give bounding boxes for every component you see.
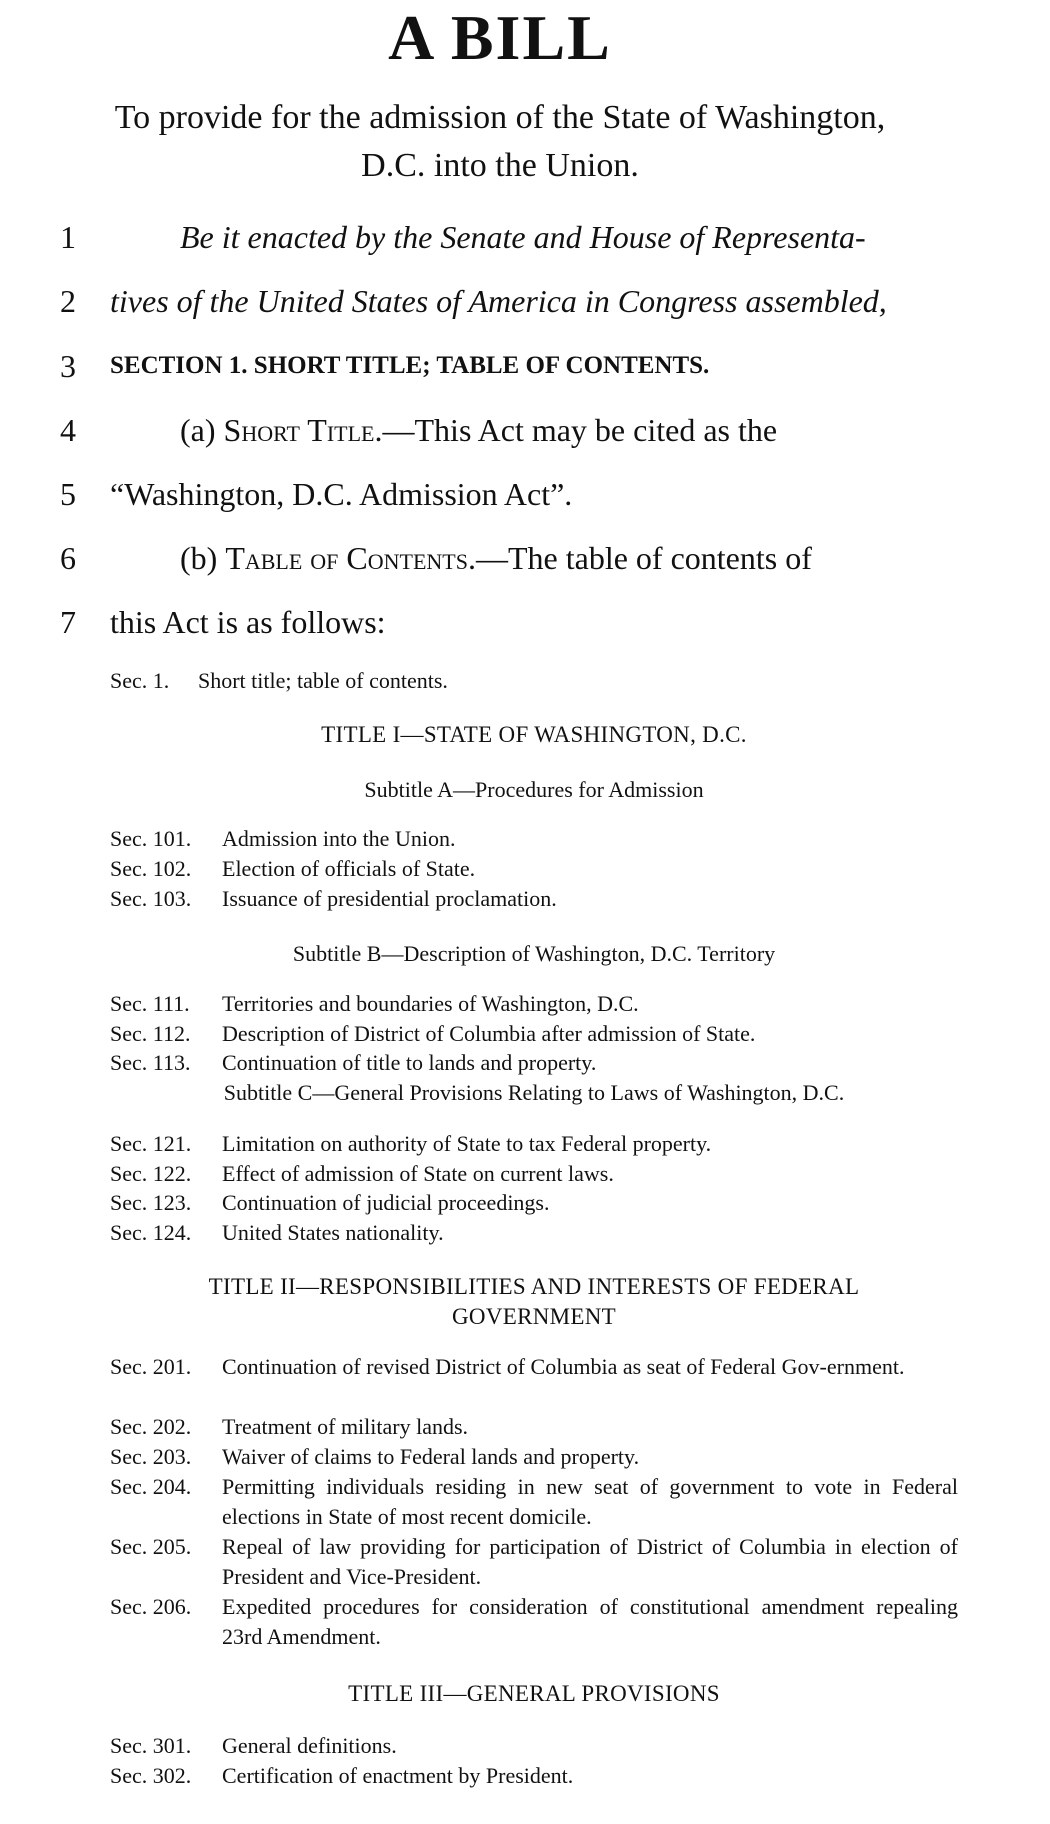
toc-section-text: Election of officials of State.: [222, 856, 476, 881]
line-number: 4: [60, 412, 76, 448]
toc-section-text: Effect of admission of State on current laws.: [222, 1161, 614, 1186]
bill-line-4: [0, 410, 1000, 450]
bill-line-6: [0, 538, 1000, 578]
paragraph-text: —The table of contents of: [475, 540, 812, 576]
toc-entry: [110, 1472, 958, 1532]
toc-subtitle-c: Subtitle C—General Provisions Relating to Laws of Washington, D.C.: [223, 1080, 845, 1105]
toc-entry: [110, 1019, 958, 1049]
toc-section-text: Treatment of military lands.: [222, 1414, 469, 1439]
toc-entry: [110, 1412, 958, 1442]
toc-section-label: Sec. 111.: [110, 991, 190, 1016]
toc-entry: [110, 1731, 958, 1761]
line-number: 2: [60, 283, 76, 319]
toc-section-text: Territories and boundaries of Washington, D.C.: [222, 991, 639, 1016]
toc-section-text: Admission into the Union.: [222, 826, 456, 851]
bill-line-1: [0, 217, 1000, 257]
toc-entry: [110, 1188, 958, 1218]
toc-entry: [110, 1159, 958, 1189]
toc-entry: [110, 1048, 958, 1078]
toc-section-label: Sec. 202.: [110, 1414, 192, 1439]
toc-section-text: Continuation of judicial proceedings.: [222, 1190, 550, 1215]
line-text: Be it enacted by the Senate and House of Representa-: [180, 219, 866, 255]
toc-section-label: Sec. 124.: [110, 1220, 192, 1245]
toc-entry: [110, 884, 958, 914]
toc-section-label: Sec. 203.: [110, 1444, 192, 1469]
paragraph-label: (b): [180, 540, 226, 576]
paragraph-heading: Short Title.: [223, 412, 383, 448]
toc-section-text: Certification of enactment by President.: [222, 1763, 574, 1788]
toc-subtitle-a: Subtitle A—Procedures for Admission: [364, 777, 704, 802]
toc-entry: [110, 854, 958, 884]
toc-section-text: Continuation of title to lands and property.: [222, 1050, 597, 1075]
bill-line-5: [0, 474, 1000, 514]
line-number: 5: [60, 476, 76, 512]
toc-section-label: Sec. 206.: [110, 1594, 192, 1619]
toc-section-label: Sec. 204.: [110, 1474, 192, 1499]
toc-section-text: Continuation of revised District of Columbia as seat of Federal Gov-ernment.: [222, 1354, 905, 1379]
toc-entry: [110, 989, 958, 1019]
line-number: 7: [60, 604, 76, 640]
toc-entry: [110, 1592, 958, 1652]
bill-heading: A BILL: [388, 2, 612, 73]
toc-title-1: TITLE I—STATE OF WASHINGTON, D.C.: [321, 722, 747, 747]
toc-section-label: Sec. 205.: [110, 1534, 192, 1559]
toc-section-label: Sec. 1.: [110, 668, 170, 693]
toc-section-label: Sec. 123.: [110, 1190, 192, 1215]
toc-section-label: Sec. 112.: [110, 1021, 191, 1046]
toc-section-label: Sec. 121.: [110, 1131, 192, 1156]
toc-title-2-line-2: GOVERNMENT: [452, 1304, 616, 1329]
bill-line-3: [0, 346, 1000, 386]
toc-section-text: Permitting individuals residing in new seat of government to vote in Federal elections in State of most recent domicile.: [222, 1474, 958, 1529]
line-text: [110, 538, 1028, 578]
toc-section-text: General definitions.: [222, 1733, 397, 1758]
toc-section-label: Sec. 122.: [110, 1161, 192, 1186]
bill-line-7: [0, 602, 1000, 642]
line-number: 1: [60, 219, 76, 255]
toc-section-label: Sec. 103.: [110, 886, 192, 911]
purpose-line-2: D.C. into the Union.: [361, 147, 639, 184]
paragraph-text: —This Act may be cited as the: [382, 412, 778, 448]
toc-section-text: Description of District of Columbia after admission of State.: [222, 1021, 756, 1046]
toc-section-label: Sec. 113.: [110, 1050, 191, 1075]
section-heading: SECTION 1. SHORT TITLE; TABLE OF CONTENTS.: [110, 352, 710, 379]
line-text: this Act is as follows:: [110, 604, 386, 640]
line-text: “Washington, D.C. Admission Act”.: [110, 476, 573, 512]
toc-section-text: Waiver of claims to Federal lands and property.: [222, 1444, 640, 1469]
toc-section-text: Expedited procedures for consideration of constitutional amendment repealing 23rd Amendment.: [222, 1594, 958, 1649]
purpose-line-1: To provide for the admission of the State of Washington,: [114, 99, 886, 136]
toc-entry: [110, 1532, 958, 1592]
toc-section-label: Sec. 301.: [110, 1733, 192, 1758]
toc-section-label: Sec. 302.: [110, 1763, 192, 1788]
line-text: tives of the United States of America in Congress assembled,: [110, 283, 887, 319]
line-text: [110, 410, 1028, 450]
toc-section-text: Repeal of law providing for participation of District of Columbia in election of President and Vice-President.: [222, 1534, 958, 1589]
toc-title-2-line-1: TITLE II—RESPONSIBILITIES AND INTERESTS OF FEDERAL: [208, 1274, 860, 1299]
toc-section-text: United States nationality.: [222, 1220, 444, 1245]
paragraph-label: (a): [180, 412, 224, 448]
toc-entry: [110, 1442, 958, 1472]
toc-section-label: Sec. 101.: [110, 826, 192, 851]
paragraph-heading: Table of Contents.: [225, 540, 476, 576]
toc-entry: [110, 1218, 958, 1248]
toc-title-3: TITLE III—GENERAL PROVISIONS: [348, 1681, 720, 1706]
toc-entry: [110, 1761, 958, 1791]
toc-section-text: Short title; table of contents.: [198, 668, 448, 693]
toc-section-label: Sec. 201.: [110, 1354, 192, 1379]
line-number: 3: [60, 348, 76, 384]
toc-title-2: [110, 1272, 958, 1332]
toc-entry: [110, 1352, 958, 1382]
toc-section-text: Issuance of presidential proclamation.: [222, 886, 557, 911]
line-number: 6: [60, 540, 76, 576]
toc-section-text: Limitation on authority of State to tax Federal property.: [222, 1131, 712, 1156]
toc-subtitle-b: Subtitle B—Description of Washington, D.C. Territory: [292, 941, 776, 966]
toc-entry: [110, 824, 958, 854]
bill-line-2: [0, 281, 1000, 321]
bill-purpose: [0, 94, 1000, 190]
toc-section-label: Sec. 102.: [110, 856, 192, 881]
toc-entry: [110, 1129, 958, 1159]
toc-entry: [110, 666, 958, 696]
